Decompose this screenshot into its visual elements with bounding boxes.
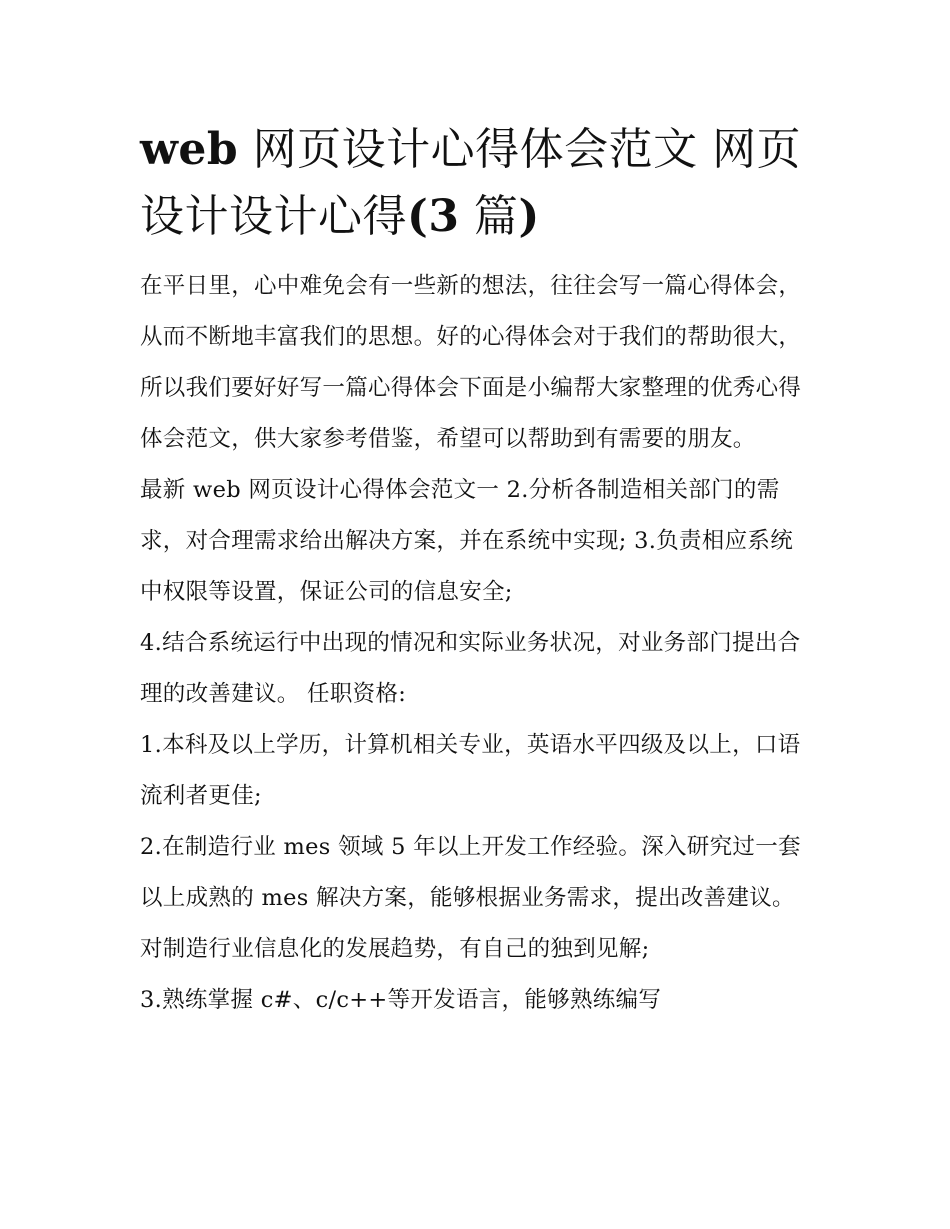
intro-paragraph: 在平日里，心中难免会有一些新的想法，往往会写一篇心得体会，从而不断地丰富我们的思想。好的心得体会对于我们的帮助很大，所以我们要好好写一篇心得体会下面是小编帮大家整理的优秀心得体会范文，供大家参考借鉴，希望可以帮助到有需要的朋友。 — [140, 273, 802, 452]
body-paragraph: 2.在制造行业 mes 领域 5 年以上开发工作经验。深入研究过一套以上成熟的 mes 解决方案，能够根据业务需求，提出改善建议。对制造行业信息化的发展趋势，有自己的独到见解; — [140, 834, 801, 962]
body-paragraph: 4.结合系统运行中出现的情况和实际业务状况，对业务部门提出合理的改善建议。 任职资格: — [140, 630, 801, 707]
body-paragraph: 1.本科及以上学历，计算机相关专业，英语水平四级及以上，口语流利者更佳; — [140, 732, 801, 809]
title-bold-web: web — [140, 124, 239, 175]
document-title — [140, 116, 812, 250]
title-text: 网页设计心得体会范文 网页设计设计心得 — [140, 124, 802, 242]
body-paragraph: 3.熟练掌握 c#、c/c++等开发语言，能够熟练编写 — [140, 987, 662, 1013]
title-bold-count: (3 — [407, 191, 460, 242]
title-bold-close: ) — [518, 191, 540, 242]
document-body — [140, 116, 812, 1026]
title-text-end: 篇 — [459, 191, 519, 242]
body-paragraph: 最新 web 网页设计心得体会范文一 2.分析各制造相关部门的需求，对合理需求给出解决方案，并在系统中实现; 3.负责相应系统中权限等设置，保证公司的信息安全; — [140, 477, 794, 605]
